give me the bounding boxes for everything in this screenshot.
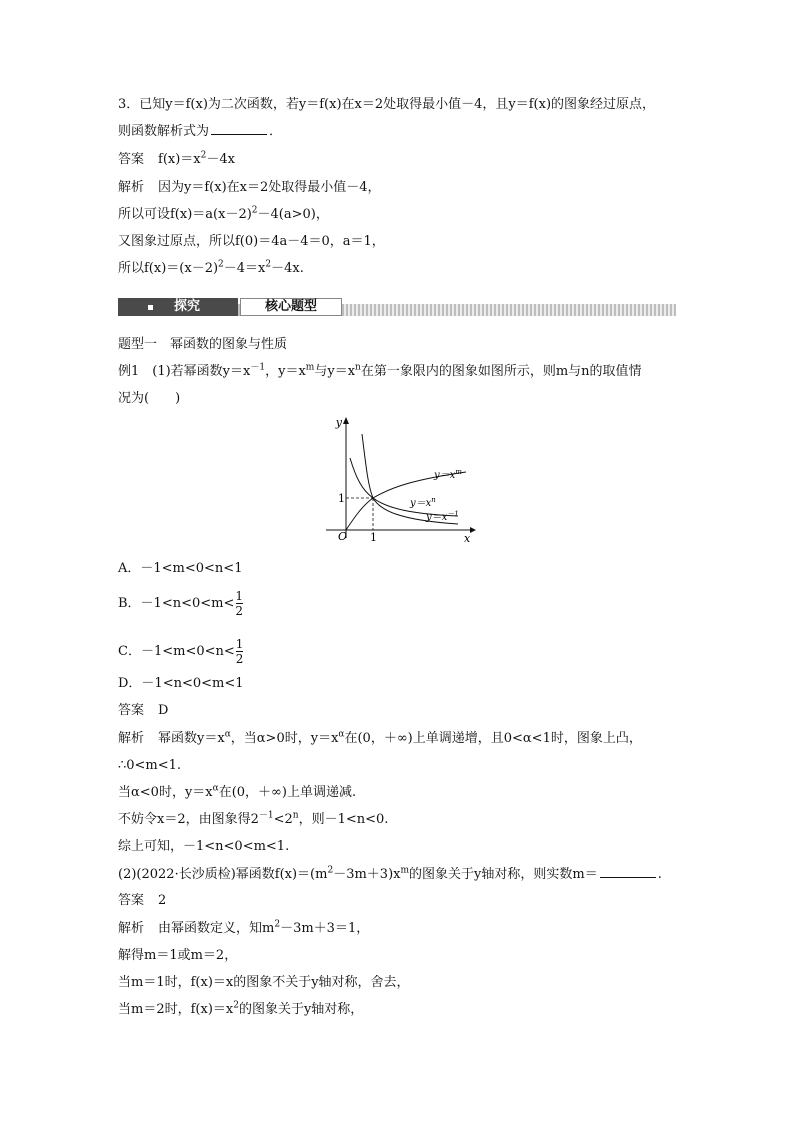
a4-exp2: 2 [265, 259, 272, 270]
ex1-l1-mid1: ，y＝x [265, 364, 306, 379]
ex1-l1-exp1: －1 [250, 362, 266, 373]
q3-analysis-3: 又图象过原点，所以f(0)＝4a－4＝0，a＝1， [118, 234, 385, 249]
q3-analysis-1 [118, 179, 381, 197]
analysis-label: 解析 [118, 180, 145, 195]
ex1-part2: (2)(2022·长沙质检)幂函数$f(x)=(m^2-3m+3)x^m$的图象关于y轴对称，则实数m＝ . [118, 865, 662, 882]
option-a: A．－1<m<0<n<1 [118, 561, 243, 576]
label-y-xinv: $y=x^{-1}$ [426, 510, 459, 523]
tick-x-1: 1 [370, 531, 377, 544]
ex1-l1-exp2: m [305, 362, 315, 373]
label-y-xm: $y=x^m$ [434, 468, 462, 481]
sol1-line1: 解析 幂函数$y=x^\alpha$，当α>0时，$y=x^\alpha$在(0，＋∞)上单调递增，且0<α<1时，图象上凸， [118, 729, 642, 746]
ex1-l1-exp3: n [355, 362, 361, 373]
q3-line2-end: ． [269, 124, 283, 139]
q3-analysis-2 [118, 206, 329, 224]
sol2-line1: 解析 由幂函数定义，知$m^2-3m+3=1$， [118, 919, 370, 936]
ex1-l1-post: 在第一象限内的图象如图所示，则m与n的取值情 [360, 364, 642, 379]
x-axis-arrow-icon [470, 527, 476, 533]
section-tag-dark [118, 298, 238, 316]
a4-pre: 所以f(x)＝(x－2) [118, 261, 219, 276]
sol1-line3: 当α<0时，$y=x^\alpha$在(0，＋∞)上单调递减. [118, 783, 357, 800]
bullet-square-icon [148, 305, 153, 310]
section-header [118, 296, 676, 320]
ex1-line1 [118, 363, 642, 381]
option-b-text: B．－1<n<0<m< [118, 596, 235, 611]
origin-label: O [338, 530, 348, 543]
option-b-fraction: $\frac{1}{2}$ [235, 589, 244, 618]
q3-line1: 3．已知y＝f(x)为二次函数，若y＝f(x)在x＝2处取得最小值－4，且y＝f(x)的图象经过原点， [118, 97, 656, 112]
sol2-line4: 当m＝2时，$f(x)=x^2$的图象关于y轴对称， [118, 1000, 364, 1017]
q3-line2-text: 则函数解析式为 [118, 124, 210, 139]
option-d: D．－1<n<0<m<1 [118, 676, 244, 691]
q3-answer [118, 151, 235, 169]
sol2-line2: 解得m＝1或m＝2， [118, 948, 238, 963]
answer-exp: 2 [200, 150, 207, 161]
x-axis-label: x [464, 532, 471, 544]
power-function-graph [318, 414, 478, 544]
answer-value: 2 [158, 893, 167, 908]
ex1-line2: 况为( ) [118, 391, 181, 406]
section-title: 核心题型 [240, 298, 342, 316]
ex2-answer [118, 892, 166, 910]
answer-label: 答案 [118, 152, 145, 167]
tick-y-1: 1 [338, 492, 345, 505]
answer-value: D [158, 703, 169, 718]
p2-answer-blank [600, 865, 656, 878]
analysis-label: 解析 [118, 731, 145, 746]
y-axis-label: y [335, 416, 342, 429]
option-b [118, 590, 243, 617]
answer-label: 答案 [118, 703, 145, 718]
section-tag-text: 探究 [174, 299, 201, 314]
ex1-l1-pre: 例1 (1)若幂函数y＝x [118, 364, 251, 379]
sol1-line4: 不妨令x＝2，由图象得$2^{-1}<2^n$，则－1<n<0. [118, 810, 389, 827]
a2-text: 所以可设f(x)＝a(x－2) [118, 207, 252, 222]
analysis-text: 因为y＝f(x)在x＝2处取得最小值－4， [158, 180, 381, 195]
topic-heading: 题型一 幂函数的图象与性质 [118, 337, 288, 352]
option-c-text: C．－1<m<0<n< [118, 644, 235, 659]
a4-mid: －4＝x [223, 261, 266, 276]
a4-post: －4x. [271, 261, 304, 276]
a2-exp: 2 [251, 205, 258, 216]
a2-post: －4(a>0)， [257, 207, 329, 222]
sol1-line2: ∴0<m<1. [118, 758, 182, 773]
option-c-fraction: $\frac{1}{2}$ [235, 637, 244, 666]
sol2-line3: 当m＝1时，f(x)＝x的图象不关于y轴对称，舍去， [118, 975, 410, 990]
q3-answer-blank [211, 122, 267, 135]
q3-analysis-4 [118, 260, 304, 278]
answer-tail: －4x [206, 152, 235, 167]
a4-exp1: 2 [218, 259, 224, 270]
ex1-l1-mid2: 与y＝x [314, 364, 356, 379]
sol1-line5: 综上可知，－1<n<0<m<1. [118, 839, 290, 854]
option-c [118, 638, 243, 665]
analysis-label: 解析 [118, 921, 145, 936]
answer-label: 答案 [118, 893, 145, 908]
y-axis-arrow-icon [343, 417, 349, 424]
q3-line2 [118, 122, 282, 141]
ex1-answer [118, 702, 168, 720]
label-y-xn: $y=x^n$ [410, 496, 436, 509]
answer-expr: f(x)＝x [158, 152, 201, 167]
